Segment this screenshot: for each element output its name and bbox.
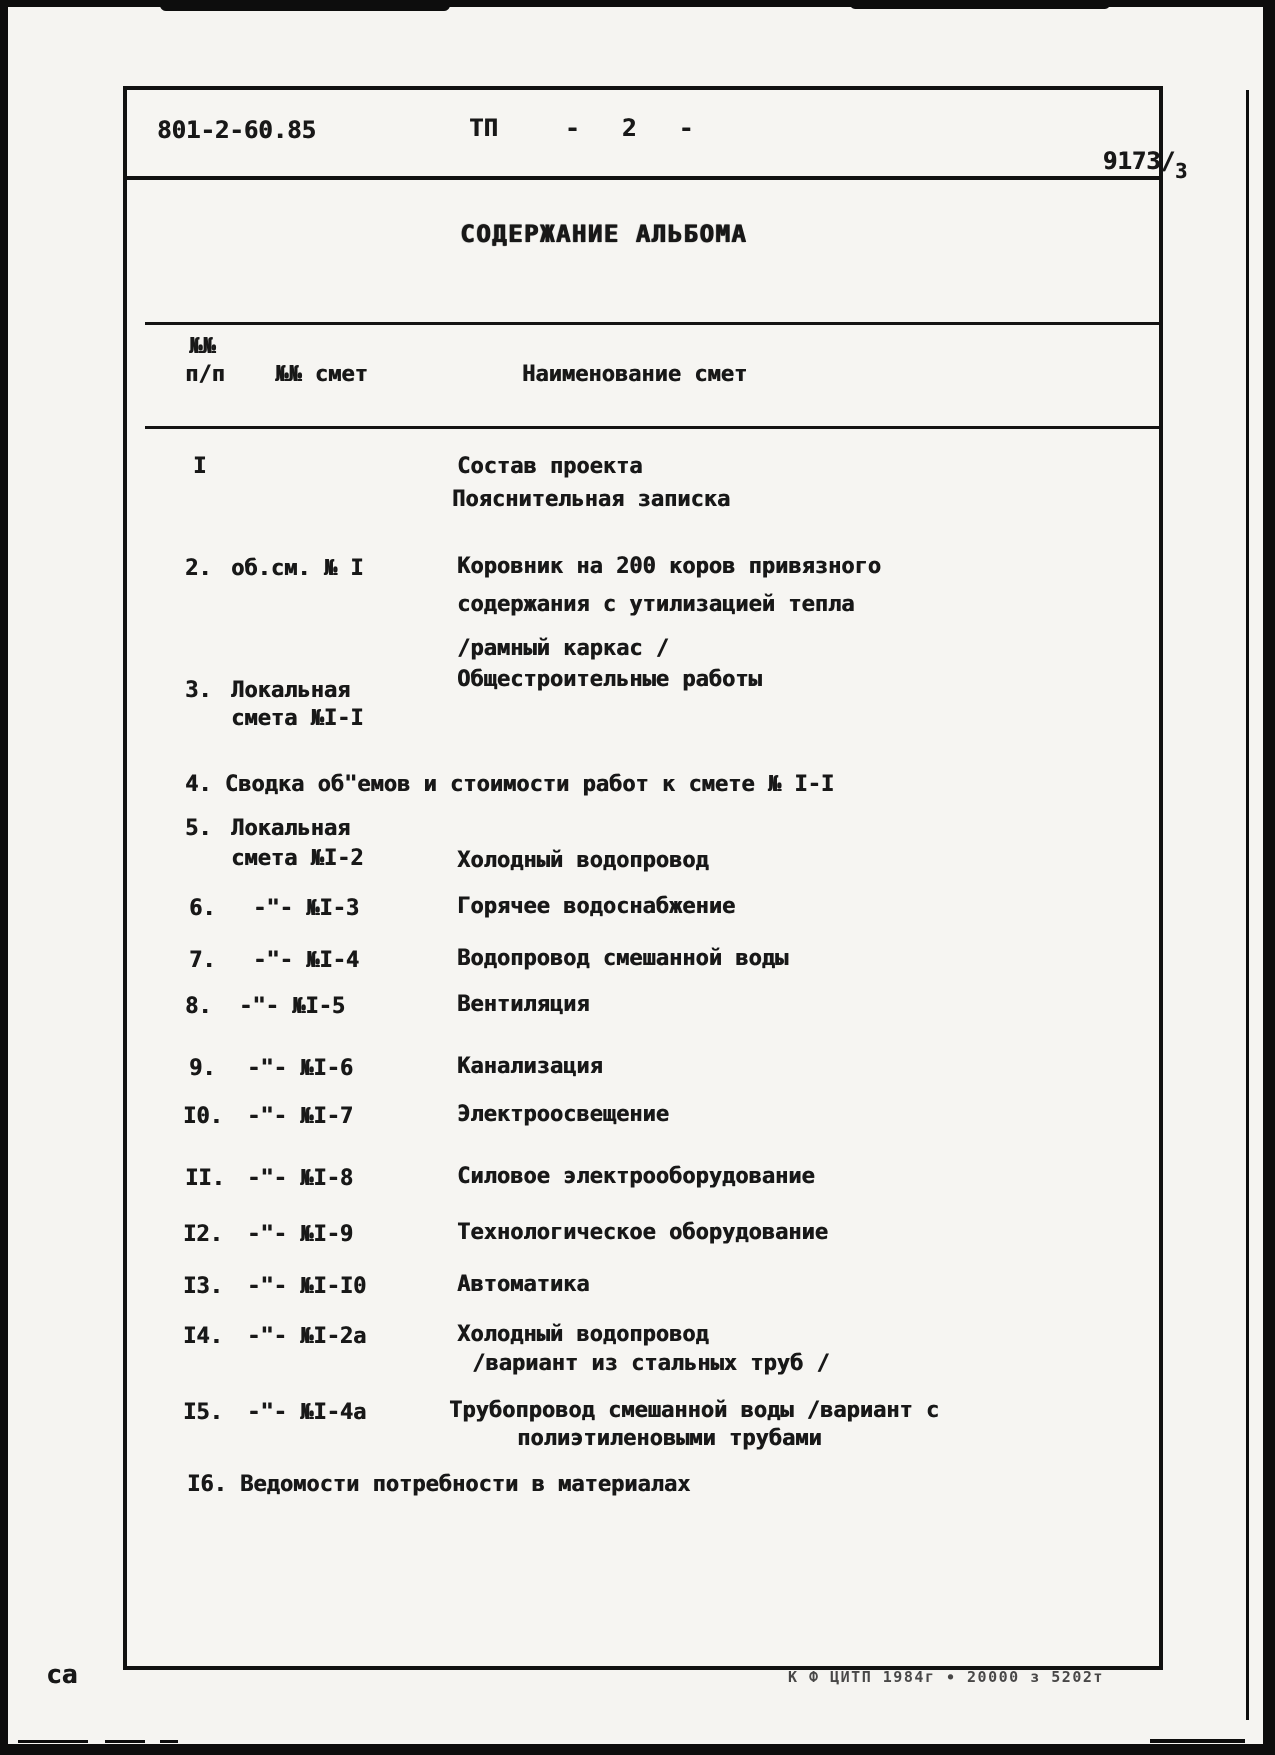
- row-2-name-line1: Коровник на 200 коров привязного: [457, 554, 881, 579]
- row-10-smeta: -"- №I-7: [247, 1104, 353, 1129]
- row-13-smeta: -"- №I-I0: [247, 1274, 367, 1299]
- row-16-text: I6. Ведомости потребности в материалах: [187, 1472, 691, 1497]
- col-header-smeta: №№ смет: [275, 362, 368, 387]
- table-rule-top: [145, 322, 1159, 325]
- row-11-num: II.: [185, 1166, 225, 1191]
- row-5-num: 5.: [185, 816, 212, 841]
- row-8-num: 8.: [185, 994, 212, 1019]
- row-3-num: 3.: [185, 678, 212, 703]
- row-15-smeta: -"- №I-4а: [247, 1400, 367, 1425]
- row-10-name-line1: Электроосвещение: [457, 1102, 669, 1127]
- row-12-smeta: -"- №I-9: [247, 1222, 353, 1247]
- row-14-smeta: -"- №I-2а: [247, 1324, 367, 1349]
- row-9-num: 9.: [189, 1056, 216, 1081]
- scan-dash-1: [18, 1740, 88, 1743]
- scan-edge-top-blob-2: [850, 0, 1110, 9]
- row-15-name-line2: полиэтиленовыми трубами: [517, 1426, 822, 1451]
- row-6-smeta: -"- №I-3: [253, 896, 359, 921]
- row-2-smeta: об.см. № I: [231, 556, 364, 581]
- row-7-name-line1: Водопровод смешанной воды: [457, 946, 789, 971]
- row-14-name-line2: /вариант из стальных труб /: [472, 1351, 830, 1376]
- inventory-number-main: 9173: [1102, 146, 1161, 175]
- inventory-number: [1045, 118, 1187, 204]
- col-header-num-line1: №№: [189, 334, 216, 359]
- document-frame: [123, 86, 1188, 1670]
- page-title: СОДЕРЖАНИЕ АЛЬБОМА: [460, 220, 748, 248]
- row-3-smeta-line2: смета №I-I: [231, 706, 364, 731]
- row-8-smeta: -"- №I-5: [239, 994, 345, 1019]
- row-9-smeta: -"- №I-6: [247, 1056, 353, 1081]
- row-5-name-line1: Холодный водопровод: [457, 848, 709, 873]
- row-14-name-line1: Холодный водопровод: [457, 1322, 709, 1347]
- inventory-number-slash: /: [1160, 146, 1176, 175]
- row-2-name-line3: /рамный каркас /: [457, 636, 669, 661]
- row-3-name-line1: Общестроительные работы: [457, 667, 762, 692]
- row-3-smeta-line1: Локальная: [231, 678, 351, 703]
- table-rule-header-bottom: [145, 426, 1159, 429]
- row-12-name-line1: Технологическое оборудование: [457, 1220, 828, 1245]
- row-13-num: I3.: [183, 1274, 223, 1299]
- scan-edge-bottom: [0, 1744, 1275, 1755]
- row-8-name-line1: Вентиляция: [457, 992, 590, 1017]
- scan-edge-left: [0, 0, 8, 1755]
- row-15-num: I5.: [183, 1400, 223, 1425]
- page-number: - 2 -: [565, 114, 708, 142]
- row-10-num: I0.: [183, 1104, 223, 1129]
- row-13-name-line1: Автоматика: [457, 1272, 590, 1297]
- row-5-smeta-line2: смета №I-2: [231, 846, 364, 871]
- col-header-num-line2: п/п: [185, 362, 225, 387]
- inventory-number-suffix: 3: [1175, 158, 1188, 183]
- doc-number: 801-2-60.85: [157, 116, 316, 144]
- scan-edge-right: [1263, 0, 1275, 1755]
- scan-dash-3: [160, 1740, 178, 1743]
- row-2-name-line2: содержания с утилизацией тепла: [457, 592, 855, 617]
- bottom-left-stamp: са: [46, 1660, 78, 1690]
- row-1-name-line2: Пояснительная записка: [452, 487, 731, 512]
- doc-type-label: ТП: [469, 114, 498, 142]
- row-1-num: I: [193, 454, 207, 479]
- row-2-num: 2.: [185, 556, 212, 581]
- scan-line-right: [1246, 90, 1249, 1720]
- row-15-name-line1: Трубопровод смешанной воды /вариант с: [449, 1398, 940, 1423]
- row-11-name-line1: Силовое электрооборудование: [457, 1164, 815, 1189]
- print-imprint: К Ф ЦИТП 1984г ∙ 20000 з 5202т: [788, 1668, 1104, 1686]
- row-5-smeta-line1: Локальная: [231, 816, 351, 841]
- row-12-num: I2.: [183, 1222, 223, 1247]
- row-7-smeta: -"- №I-4: [253, 948, 359, 973]
- row-1-name-line1: Состав проекта: [457, 454, 643, 479]
- row-6-num: 6.: [189, 896, 216, 921]
- scan-edge-top-blob-1: [160, 0, 450, 11]
- scan-dash-4: [1150, 1739, 1245, 1743]
- header-divider-line: [127, 176, 1159, 180]
- row-4-text: 4. Сводка об"емов и стоимости работ к смете № I-I: [185, 772, 835, 797]
- row-9-name-line1: Канализация: [457, 1054, 603, 1079]
- row-11-smeta: -"- №I-8: [247, 1166, 353, 1191]
- col-header-name: Наименование смет: [522, 362, 748, 387]
- row-7-num: 7.: [189, 948, 216, 973]
- row-6-name-line1: Горячее водоснабжение: [457, 894, 736, 919]
- row-14-num: I4.: [183, 1324, 223, 1349]
- scan-dash-2: [105, 1740, 145, 1743]
